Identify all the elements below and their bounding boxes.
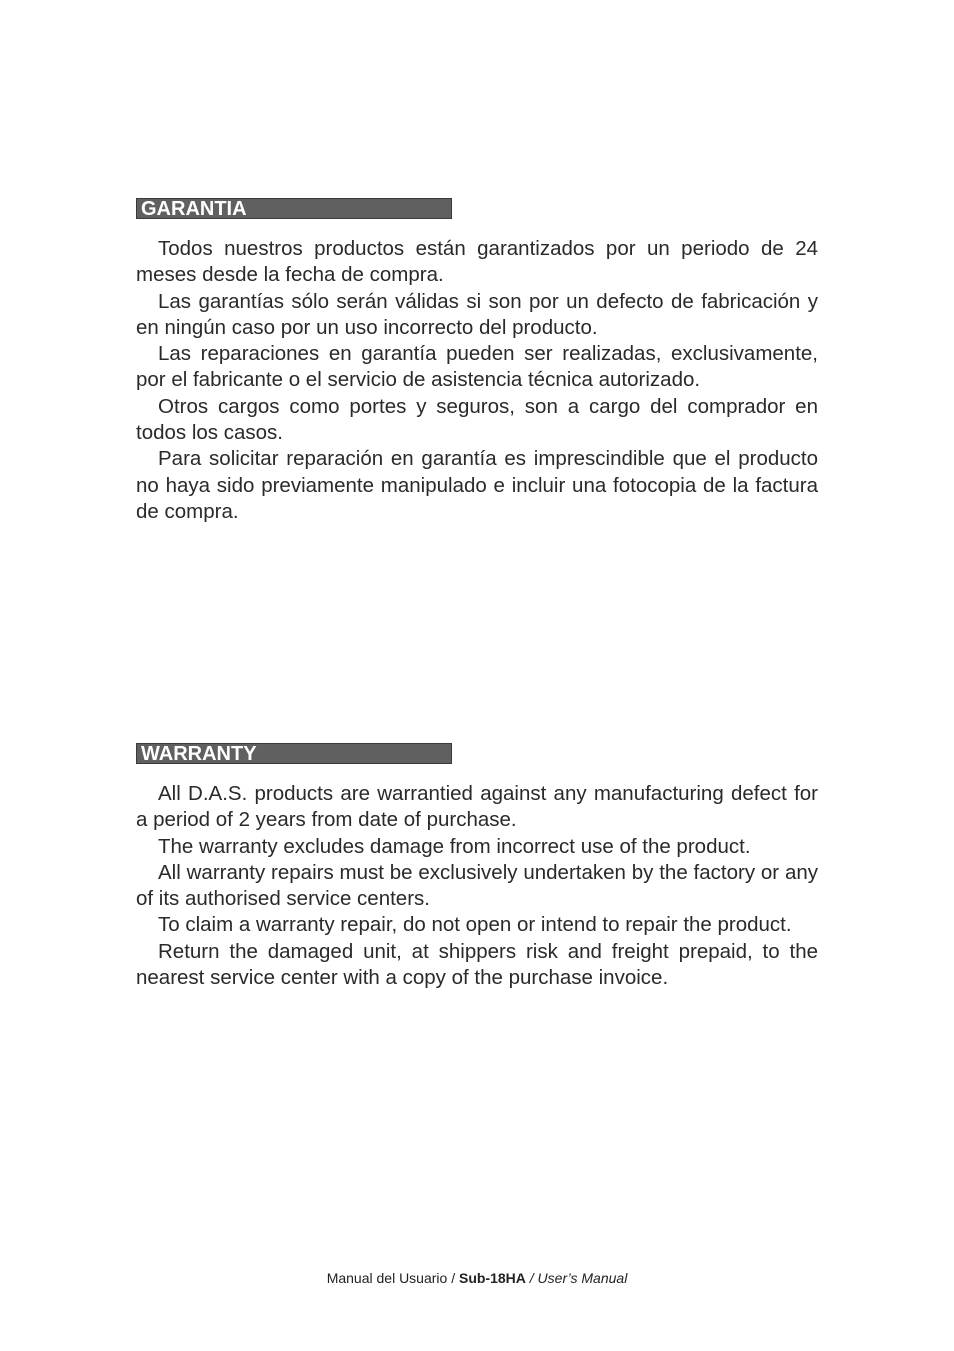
- page-footer: [0, 1268, 954, 1288]
- garantia-heading: GARANTIA: [136, 198, 452, 219]
- warranty-paragraph: The warranty excludes damage from incorrect use of the product.: [158, 834, 751, 858]
- footer-model-name: Sub-18HA: [458, 1270, 526, 1286]
- garantia-paragraph: Otros cargos como portes y seguros, son a cargo del comprador en todos los casos.: [136, 394, 818, 445]
- garantia-paragraph: Las garantías sólo serán válidas si son por un defecto de fabricación y en ningún caso por un uso incorrecto del producto.: [136, 289, 818, 339]
- warranty-paragraph: Return the damaged unit, at shippers risk and freight prepaid, to the nearest service center with a copy of the purchase invoice.: [136, 939, 818, 990]
- warranty-paragraph: All D.A.S. products are warrantied against any manufacturing defect for a period of 2 years from date of purchase.: [136, 782, 818, 832]
- garantia-section: [136, 198, 818, 525]
- warranty-paragraph: All warranty repairs must be exclusively undertaken by the factory or any of its authorised service centers.: [136, 860, 818, 911]
- warranty-heading: WARRANTY: [136, 743, 452, 764]
- footer-spanish-title: Manual del Usuario /: [326, 1270, 459, 1286]
- warranty-body: [136, 781, 818, 991]
- warranty-section: [136, 743, 818, 991]
- garantia-paragraph: Para solicitar reparación en garantía es imprescindible que el producto no haya sido previamente manipulado e incluir una fotocopia de la factura de compra.: [136, 447, 818, 523]
- warranty-paragraph: To claim a warranty repair, do not open or intend to repair the product.: [158, 913, 792, 937]
- garantia-paragraph: Las reparaciones en garantía pueden ser realizadas, exclusivamente, por el fabricante o el servicio de asistencia técnica autorizado.: [136, 342, 818, 392]
- footer-english-title: / User’s Manual: [525, 1270, 628, 1286]
- garantia-paragraph: Todos nuestros productos están garantizados por un periodo de 24 meses desde la fecha de compra.: [136, 237, 818, 287]
- garantia-body: [136, 236, 818, 525]
